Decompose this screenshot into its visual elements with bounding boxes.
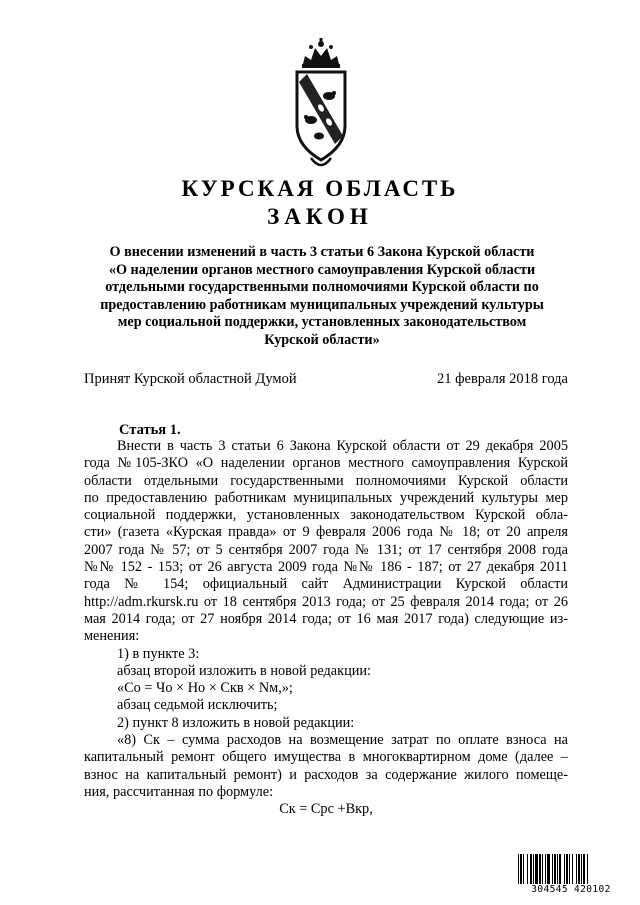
body-line: сти» (газета «Курская правда» от 9 февраля 2006 года № 18; от 20 апреля — [84, 524, 568, 541]
region-heading: КУРСКАЯ ОБЛАСТЬ — [181, 176, 459, 201]
barcode-bars — [518, 854, 624, 884]
adopted-by: Принят Курской областной Думой — [84, 371, 297, 387]
body-line: 2007 года № 57; от 5 сентября 2007 года № 131; от 17 сентября 2008 года — [84, 541, 568, 558]
body-line: абзац седьмой исключить; — [117, 697, 278, 714]
body-line: капитальный ремонт общего имущества в многоквартирном доме (далее – — [84, 749, 568, 766]
title-line: предоставлению работникам муниципальных учреждений культуры — [100, 296, 544, 313]
body-line: абзац второй изложить в новой редакции: — [117, 662, 372, 679]
body-line: года №105-ЗКО «О наделении органов местного самоуправления Курской — [84, 455, 568, 472]
body-line: мая 2014 года; от 27 ноября 2014 года; от 16 мая 2017 года) следующие из- — [84, 610, 568, 627]
law-heading: ЗАКОН — [267, 204, 373, 229]
body-line: года № 154; официальный сайт Администрации Курской области — [84, 576, 568, 593]
body-line: области отдельными государственными полномочиями Курской области — [84, 472, 568, 489]
title-line: мер социальной поддержки, установленных законодательством — [117, 314, 527, 331]
body-line: ния, рассчитанная по формуле: — [84, 783, 274, 800]
barcode — [518, 854, 624, 896]
body-line: http://adm.rkursk.ru от 18 сентября 2013 года; от 25 февраля 2014 года; от 26 — [84, 593, 568, 610]
body-line: Внести в часть 3 статьи 6 Закона Курской области от 29 декабря 2005 — [117, 438, 568, 454]
body-line: взнос на капитальный ремонт) и расходов за содержание жилого помеще- — [84, 766, 568, 783]
adoption-info — [84, 371, 568, 388]
coat-of-arms-emblem — [289, 38, 353, 172]
formula-line: Ск = Срс +Вкр, — [279, 801, 373, 818]
body-line: «8) Ск – сумма расходов на возмещение затрат по оплате взноса на — [117, 732, 568, 749]
article-heading: Статья 1. — [119, 422, 181, 438]
body-line: 2) пункт 8 изложить в новой редакции: — [117, 714, 355, 731]
body-line: менения: — [84, 628, 140, 645]
body-line: 1) в пункте 3: — [117, 645, 200, 662]
article-body — [84, 438, 568, 819]
body-line: по предоставлению работникам муниципальных учреждений культуры мер — [84, 489, 568, 506]
title-line: «О наделении органов местного самоуправления Курской области — [108, 261, 536, 278]
body-line: №№ 152 - 153; от 26 августа 2009 года №№ 186 - 187; от 27 декабря 2011 — [84, 559, 568, 576]
barcode-number: 304545 420102 — [531, 884, 611, 895]
title-line: отдельными государственными полномочиями Курской области по — [105, 279, 539, 296]
title-line: О внесении изменений в часть 3 статьи 6 Закона Курской области — [109, 244, 535, 260]
body-line: социальной поддержки, установленных законодательством Курской обла- — [84, 507, 568, 524]
title-line: Курской области» — [264, 331, 380, 348]
body-line: «Со = Чо × Но × Скв × Nм,»; — [117, 680, 293, 697]
law-title — [90, 244, 554, 350]
adopted-date: 21 февраля 2018 года — [436, 371, 568, 387]
